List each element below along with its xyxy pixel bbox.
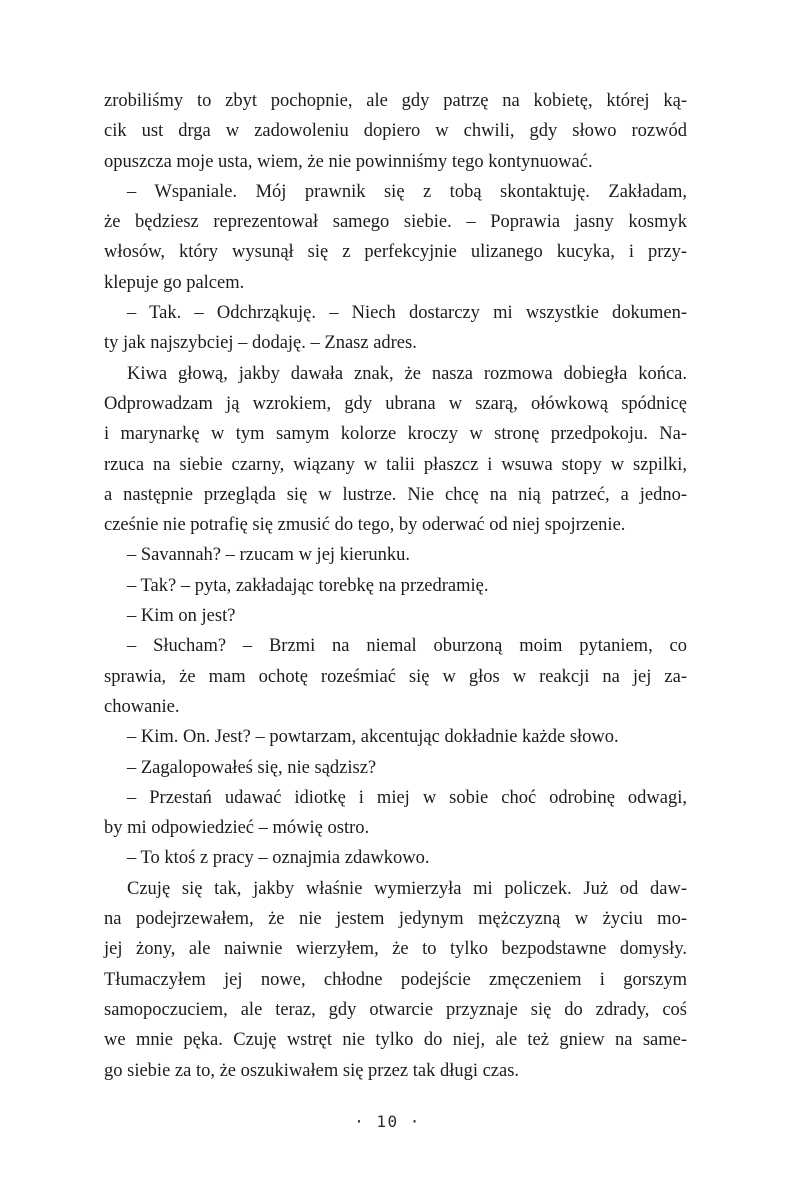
text-line: opuszcza moje usta, wiem, że nie powinniśmy tego kontynuować. — [104, 151, 593, 172]
text-line: ty jak najszybciej – dodaję. – Znasz adres. — [104, 333, 417, 354]
text-line: sprawia, że mam ochotę roześmiać się w głos w reakcji na jej za- — [104, 666, 687, 687]
paragraph — [104, 874, 687, 1086]
text-line: i marynarkę w tym samym kolorze kroczy w stronę przedpokoju. Na- — [104, 424, 687, 445]
text-line: – Zagalopowałeś się, nie sądzisz? — [127, 757, 377, 778]
text-line: samopoczuciem, ale teraz, gdy otwarcie przyznaje się do zdrady, coś — [104, 999, 687, 1020]
text-line: na podejrzewałem, że nie jestem jedynym mężczyzną w życiu mo- — [104, 909, 687, 930]
text-line: Czuję się tak, jakby właśnie wymierzyła mi policzek. Już od daw- — [127, 878, 687, 899]
paragraph — [104, 631, 687, 722]
paragraph — [104, 753, 687, 783]
text-line: we mnie pęka. Czuję wstręt nie tylko do niej, ale też gniew na same- — [104, 1030, 687, 1051]
paragraph — [104, 843, 687, 873]
paragraph — [104, 298, 687, 359]
text-line: Odprowadzam ją wzrokiem, gdy ubrana w szarą, ołówkową spódnicę — [104, 393, 687, 414]
text-line: go siebie za to, że oszukiwałem się przez tak długi czas. — [104, 1060, 520, 1081]
text-line: by mi odpowiedzieć – mówię ostro. — [104, 818, 370, 839]
text-line: jej żony, ale naiwnie wierzyłem, że to tylko bezpodstawne domysły. — [104, 939, 687, 960]
text-line: – To ktoś z pracy – oznajmia zdawkowo. — [127, 848, 430, 869]
text-line: – Tak? – pyta, zakładając torebkę na przedramię. — [127, 575, 489, 596]
paragraph — [104, 722, 687, 752]
text-line: a następnie przegląda się w lustrze. Nie chcę na nią patrzeć, a jedno- — [104, 484, 687, 505]
text-line: – Słucham? – Brzmi na niemal oburzoną moim pytaniem, co — [127, 636, 687, 657]
text-line: – Kim on jest? — [127, 606, 236, 627]
text-line: że będziesz reprezentował samego siebie. – Poprawia jasny kosmyk — [104, 212, 687, 233]
text-line: Kiwa głową, jakby dawała znak, że nasza rozmowa dobiegła końca. — [127, 363, 687, 384]
text-line: Tłumaczyłem jej nowe, chłodne podejście zmęczeniem i gorszym — [104, 969, 687, 990]
paragraph — [104, 359, 687, 541]
text-line: rzuca na siebie czarny, wiązany w talii płaszcz i wsuwa stopy w szpilki, — [104, 454, 687, 475]
text-line: klepuje go palcem. — [104, 272, 245, 293]
paragraph — [104, 571, 687, 601]
text-line: włosów, który wysunął się z perfekcyjnie ulizanego kucyka, i przy- — [104, 242, 687, 263]
paragraph — [104, 601, 687, 631]
paragraph — [104, 783, 687, 844]
paragraph — [104, 86, 687, 177]
text-line: cześnie nie potrafię się zmusić do tego, by oderwać od niej spojrzenie. — [104, 515, 626, 536]
page-text — [104, 86, 687, 1086]
page-number: · 10 · — [354, 1112, 421, 1131]
text-line: – Wspaniale. Mój prawnik się z tobą skontaktuję. Zakładam, — [127, 181, 687, 202]
paragraph — [104, 177, 687, 298]
text-line: – Przestań udawać idiotkę i miej w sobie choć odrobinę odwagi, — [127, 787, 687, 808]
text-line: zrobiliśmy to zbyt pochopnie, ale gdy patrzę na kobietę, której ką- — [104, 91, 687, 111]
text-line: – Tak. – Odchrząkuję. – Niech dostarczy mi wszystkie dokumen- — [127, 303, 687, 324]
text-line: – Kim. On. Jest? – powtarzam, akcentując dokładnie każde słowo. — [127, 727, 619, 748]
text-line: – Savannah? – rzucam w jej kierunku. — [127, 545, 411, 566]
text-line: cik ust drga w zadowoleniu dopiero w chwili, gdy słowo rozwód — [104, 121, 687, 142]
paragraph — [104, 540, 687, 570]
text-line: chowanie. — [104, 696, 180, 717]
